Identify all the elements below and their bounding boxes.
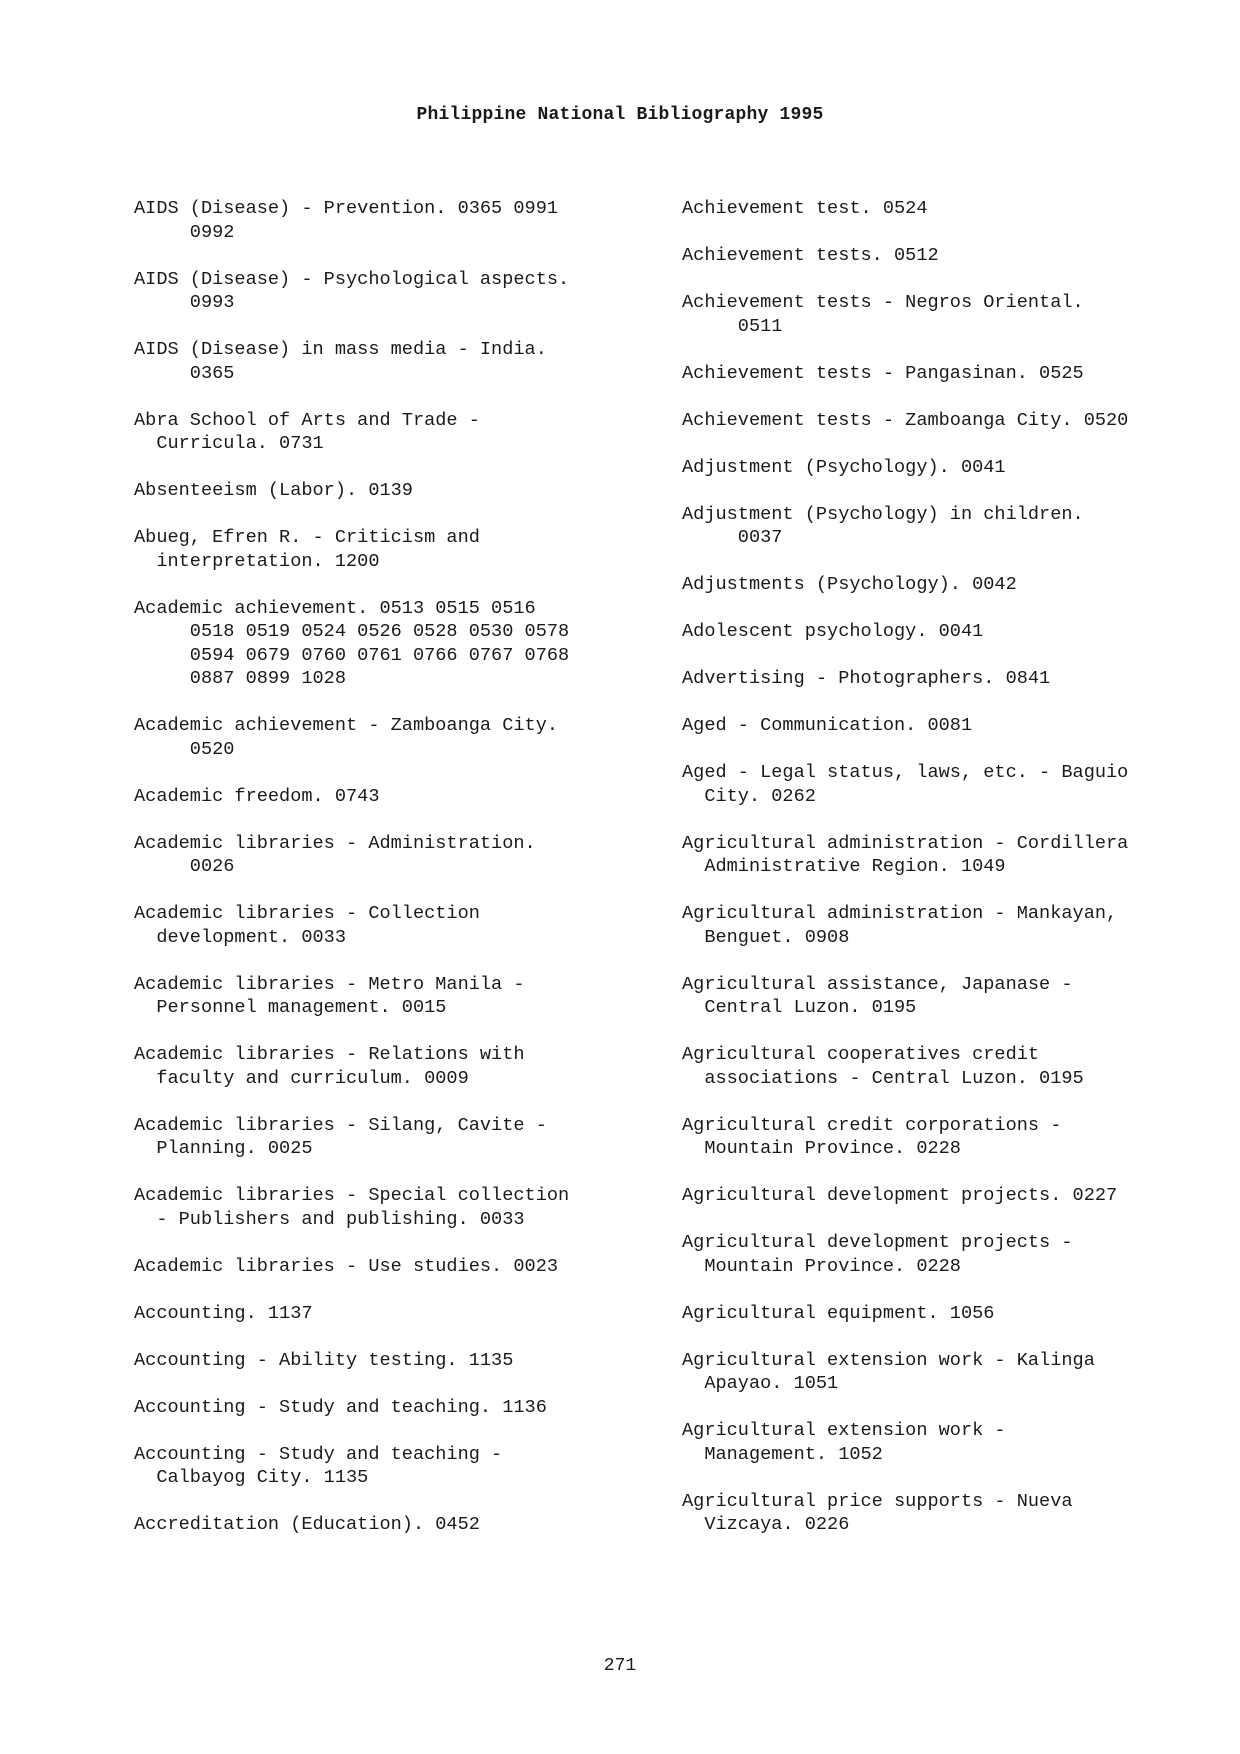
index-entry	[134, 1302, 654, 1326]
index-entry-line: 0887 0899 1028	[134, 668, 347, 689]
entry-spacer	[134, 1490, 654, 1514]
entry-spacer	[682, 221, 1222, 245]
index-entry	[682, 973, 1222, 1020]
index-entry-line: Curricula. 0731	[134, 433, 324, 454]
index-entry	[134, 197, 654, 244]
entry-spacer	[682, 1020, 1222, 1044]
entry-spacer	[682, 738, 1222, 762]
index-entry	[134, 597, 654, 691]
index-entry-line: Agricultural extension work -	[682, 1420, 1006, 1441]
index-entry	[134, 832, 654, 879]
index-entry	[134, 526, 654, 573]
index-entry-line: Administrative Region. 1049	[682, 856, 1006, 877]
index-entry	[682, 244, 1222, 268]
index-entry	[682, 573, 1222, 597]
index-entry-line: interpretation. 1200	[134, 550, 380, 572]
index-entry	[682, 667, 1222, 691]
index-entry-line: AIDS (Disease) - Psychological aspects.	[134, 268, 570, 290]
index-entry-line: 0520	[134, 738, 235, 760]
index-entry-line: Agricultural price supports - Nueva	[682, 1490, 1073, 1512]
index-entry-line: Accreditation (Education). 0452	[134, 1514, 480, 1535]
entry-spacer	[134, 691, 654, 715]
entry-spacer	[134, 573, 654, 597]
entry-spacer	[682, 949, 1222, 973]
index-entry-line: Aged - Communication. 0081	[682, 715, 973, 736]
index-entry	[134, 1443, 654, 1490]
index-entry-line: Achievement tests - Negros Oriental.	[682, 292, 1084, 313]
index-entry	[682, 1184, 1222, 1208]
index-entry-line: 0511	[682, 315, 783, 337]
index-entry-line: 0026	[134, 856, 235, 877]
entry-spacer	[682, 644, 1222, 668]
entry-spacer	[134, 879, 654, 903]
entry-spacer	[134, 1020, 654, 1044]
index-entry-line: 0993	[134, 292, 235, 313]
entry-spacer	[682, 550, 1222, 574]
index-entry	[682, 503, 1222, 550]
index-entry-line: Academic libraries - Use studies. 0023	[134, 1255, 559, 1277]
entry-spacer	[134, 315, 654, 339]
index-entry-line: Agricultural administration - Mankayan,	[682, 903, 1118, 924]
index-entry-line: Benguet. 0908	[682, 926, 850, 948]
index-entry-line: Achievement tests. 0512	[682, 245, 939, 266]
index-entry-line: Absenteeism (Labor). 0139	[134, 480, 413, 501]
index-entry	[682, 714, 1222, 738]
index-entry-line: Academic achievement. 0513 0515 0516	[134, 597, 536, 619]
index-entry-line: Central Luzon. 0195	[682, 997, 917, 1018]
index-entry-line: Academic libraries - Administration.	[134, 832, 536, 854]
entry-spacer	[134, 761, 654, 785]
index-entry	[134, 1114, 654, 1161]
entry-spacer	[682, 338, 1222, 362]
index-entry	[134, 409, 654, 456]
entry-spacer	[134, 1325, 654, 1349]
entry-spacer	[682, 1161, 1222, 1185]
index-entry-line: Mountain Province. 0228	[682, 1138, 961, 1159]
entry-spacer	[134, 1278, 654, 1302]
index-entry	[682, 1231, 1222, 1278]
index-entry-line: Accounting - Study and teaching -	[134, 1443, 503, 1465]
index-entry-line: Agricultural equipment. 1056	[682, 1302, 995, 1324]
index-entry-line: Accounting - Ability testing. 1135	[134, 1349, 514, 1371]
index-entry	[682, 832, 1222, 879]
entry-spacer	[134, 1419, 654, 1443]
index-entry	[134, 338, 654, 385]
index-entry-line: 0365	[134, 362, 235, 384]
index-entry-line: Vizcaya. 0226	[682, 1514, 850, 1535]
index-entry	[134, 1513, 654, 1537]
index-entry	[134, 714, 654, 761]
index-entry	[134, 479, 654, 503]
entry-spacer	[682, 597, 1222, 621]
index-entry	[134, 1255, 654, 1279]
entry-spacer	[134, 503, 654, 527]
entry-spacer	[134, 1231, 654, 1255]
index-entry-line: Agricultural extension work - Kalinga	[682, 1349, 1095, 1371]
page-title: Philippine National Bibliography 1995	[416, 105, 824, 125]
index-entry-line: Academic freedom. 0743	[134, 785, 380, 807]
index-entry	[134, 1396, 654, 1420]
entry-spacer	[134, 385, 654, 409]
index-column-left	[134, 197, 654, 1537]
index-entry-line: AIDS (Disease) in mass media - India.	[134, 339, 547, 360]
entry-spacer	[682, 1396, 1222, 1420]
index-entry-line: Agricultural development projects -	[682, 1232, 1073, 1253]
entry-spacer	[682, 808, 1222, 832]
index-entry	[134, 973, 654, 1020]
index-entry-line: Adolescent psychology. 0041	[682, 621, 984, 642]
index-entry	[682, 902, 1222, 949]
index-entry-line: development. 0033	[134, 926, 347, 948]
index-entry-line: 0518 0519 0524 0526 0528 0530 0578	[134, 621, 570, 642]
index-entry-line: Accounting - Study and teaching. 1136	[134, 1396, 547, 1418]
index-entry	[682, 1114, 1222, 1161]
index-entry-line: 0594 0679 0760 0761 0766 0767 0768	[134, 644, 570, 666]
entry-spacer	[682, 1466, 1222, 1490]
index-entry-line: Adjustments (Psychology). 0042	[682, 574, 1017, 595]
entry-spacer	[134, 1372, 654, 1396]
entry-spacer	[682, 879, 1222, 903]
index-entry-line: Academic libraries - Special collection	[134, 1185, 570, 1206]
index-entry	[682, 761, 1222, 808]
index-column-right	[682, 197, 1222, 1537]
index-entry	[134, 268, 654, 315]
index-entry-line: Planning. 0025	[134, 1138, 313, 1159]
entry-spacer	[134, 244, 654, 268]
index-entry	[134, 1043, 654, 1090]
entry-spacer	[134, 456, 654, 480]
index-entry-line: Academic achievement - Zamboanga City.	[134, 715, 559, 736]
index-entry	[682, 409, 1222, 433]
entry-spacer	[682, 1278, 1222, 1302]
index-entry-line: City. 0262	[682, 785, 816, 807]
index-entry-line: 0992	[134, 221, 235, 243]
index-entry-line: Agricultural cooperatives credit	[682, 1044, 1040, 1065]
index-entry	[682, 291, 1222, 338]
index-entry	[134, 902, 654, 949]
index-entry	[682, 1349, 1222, 1396]
index-entry-line: - Publishers and publishing. 0033	[134, 1208, 525, 1230]
index-entry-line: Abra School of Arts and Trade -	[134, 409, 480, 431]
index-entry-line: Achievement test. 0524	[682, 198, 928, 219]
entry-spacer	[682, 691, 1222, 715]
index-entry-line: Academic libraries - Metro Manila -	[134, 973, 525, 995]
index-entry-line: Adjustment (Psychology). 0041	[682, 456, 1006, 478]
index-entry-line: Accounting. 1137	[134, 1302, 313, 1324]
index-entry-line: Achievement tests - Zamboanga City. 0520	[682, 409, 1129, 431]
entry-spacer	[682, 1090, 1222, 1114]
index-entry	[682, 1043, 1222, 1090]
index-entry-line: Academic libraries - Collection	[134, 903, 480, 924]
entry-spacer	[134, 1090, 654, 1114]
entry-spacer	[682, 268, 1222, 292]
index-entry	[134, 1184, 654, 1231]
index-entry	[134, 1349, 654, 1373]
index-entry	[682, 620, 1222, 644]
entry-spacer	[682, 479, 1222, 503]
index-entry-line: Agricultural administration - Cordillera	[682, 832, 1129, 854]
index-entry-line: faculty and curriculum. 0009	[134, 1067, 469, 1089]
entry-spacer	[682, 1325, 1222, 1349]
index-entry-line: Academic libraries - Silang, Cavite -	[134, 1114, 547, 1136]
index-entry-line: Advertising - Photographers. 0841	[682, 668, 1051, 689]
index-entry-line: Mountain Province. 0228	[682, 1255, 961, 1277]
index-entry	[682, 456, 1222, 480]
index-entry	[682, 1419, 1222, 1466]
index-entry-line: Agricultural development projects. 0227	[682, 1185, 1118, 1206]
index-entry-line: Achievement tests - Pangasinan. 0525	[682, 362, 1084, 384]
entry-spacer	[682, 1208, 1222, 1232]
entry-spacer	[682, 385, 1222, 409]
page-number: 271	[603, 1656, 637, 1676]
index-entry	[134, 785, 654, 809]
index-entry	[682, 362, 1222, 386]
index-entry-line: Academic libraries - Relations with	[134, 1044, 525, 1065]
index-entry	[682, 1490, 1222, 1537]
index-entry-line: AIDS (Disease) - Prevention. 0365 0991	[134, 198, 559, 219]
index-entry-line: Management. 1052	[682, 1443, 883, 1465]
index-entry-line: Agricultural assistance, Japanase -	[682, 973, 1073, 995]
entry-spacer	[134, 808, 654, 832]
index-entry-line: Abueg, Efren R. - Criticism and	[134, 527, 480, 548]
index-entry-line: 0037	[682, 527, 783, 548]
index-entry-line: Personnel management. 0015	[134, 997, 447, 1018]
index-entry-line: Calbayog City. 1135	[134, 1467, 369, 1488]
index-entry-line: Apayao. 1051	[682, 1373, 839, 1394]
index-entry	[682, 1302, 1222, 1326]
index-entry-line: Aged - Legal status, laws, etc. - Baguio	[682, 762, 1129, 783]
entry-spacer	[134, 1161, 654, 1185]
index-entry-line: Agricultural credit corporations -	[682, 1114, 1062, 1136]
entry-spacer	[682, 432, 1222, 456]
index-entry-line: Adjustment (Psychology) in children.	[682, 503, 1084, 525]
index-entry-line: associations - Central Luzon. 0195	[682, 1067, 1084, 1089]
index-entry	[682, 197, 1222, 221]
entry-spacer	[134, 949, 654, 973]
